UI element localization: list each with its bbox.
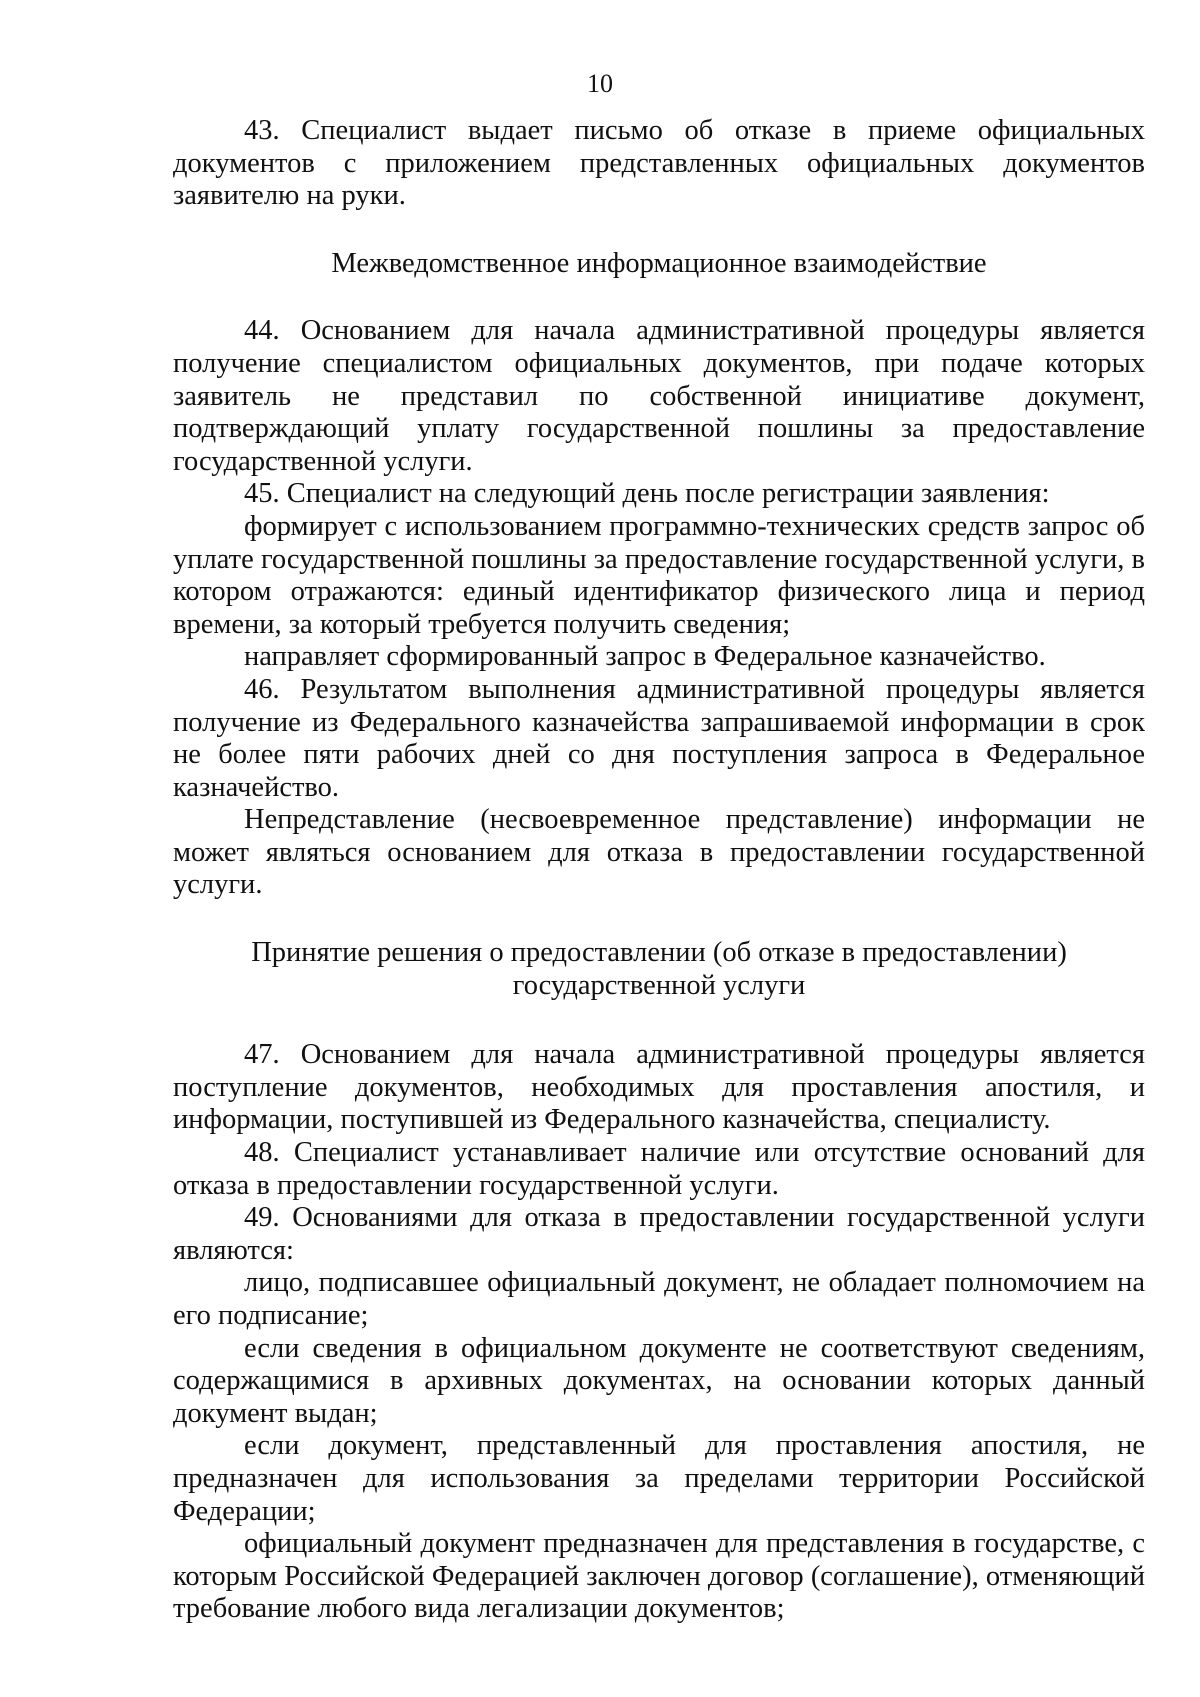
section-heading-decision [173, 937, 1145, 1002]
paragraph-44: 44. Основанием для начала административной процедуры является получение специалистом официальных документов, при подаче которых заявитель не представил по собственной инициативе документ, подтверждающий уплату государственной пошлины за предоставление государственной услуги. [173, 315, 1145, 477]
paragraph-46-note: Непредставление (несвоевременное представление) информации не может являться основанием для отказа в предоставлении государственной услуги. [173, 804, 1145, 901]
paragraph-43: 43. Специалист выдает письмо об отказе в приеме официальных документов с приложением представленных официальных документов заявителю на руки. [173, 115, 1145, 212]
paragraph-47: 47. Основанием для начала административной процедуры является поступление документов, необходимых для проставления апостиля, и информации, поступившей из Федерального казначейства, специалисту. [173, 1039, 1145, 1136]
document-body [173, 115, 1145, 1626]
paragraph-49-item-1: лицо, подписавшее официальный документ, не обладает полномочием на его подписание; [173, 1267, 1145, 1331]
paragraph-45: 45. Специалист на следующий день после регистрации заявления: [244, 478, 1050, 510]
paragraph-46: 46. Результатом выполнения административной процедуры является получение из Федерального казначейства запрашиваемой информации в срок не более пяти рабочих дней со дня поступления запроса в Федеральное казначейство. [173, 673, 1145, 803]
paragraph-49-item-4: официальный документ предназначен для представления в государстве, с которым Российской Федерацией заключен договор (соглашение), отменяющий требование любого вида легализации документов; [173, 1528, 1145, 1625]
section-heading-decision-line2: государственной услуги [512, 969, 806, 1001]
paragraph-45-item-1: формирует с использованием программно-технических средств запрос об уплате государственной пошлины за предоставление государственной услуги, в котором отражаются: единый идентификатор физического лица и период времени, за который требуется получить сведения; [173, 510, 1145, 640]
paragraph-49-item-3: если документ, представленный для проставления апостиля, не предназначен для использования за пределами территории Российской Федерации; [173, 1430, 1145, 1527]
section-heading-decision-line1: Принятие решения о предоставлении (об отказе в предоставлении) [251, 937, 1067, 969]
paragraph-45-item-2: направляет сформированный запрос в Федеральное казначейство. [244, 641, 1046, 673]
section-heading-interagency: Межведомственное информационное взаимодействие [331, 247, 987, 279]
page-number: 10 [587, 69, 613, 98]
paragraph-48: 48. Специалист устанавливает наличие или отсутствие оснований для отказа в предоставлении государственной услуги. [173, 1137, 1145, 1201]
paragraph-49: 49. Основаниями для отказа в предоставлении государственной услуги являются: [173, 1202, 1145, 1266]
paragraph-49-item-2: если сведения в официальном документе не соответствуют сведениям, содержащимися в архивных документах, на основании которых данный документ выдан; [173, 1332, 1145, 1429]
